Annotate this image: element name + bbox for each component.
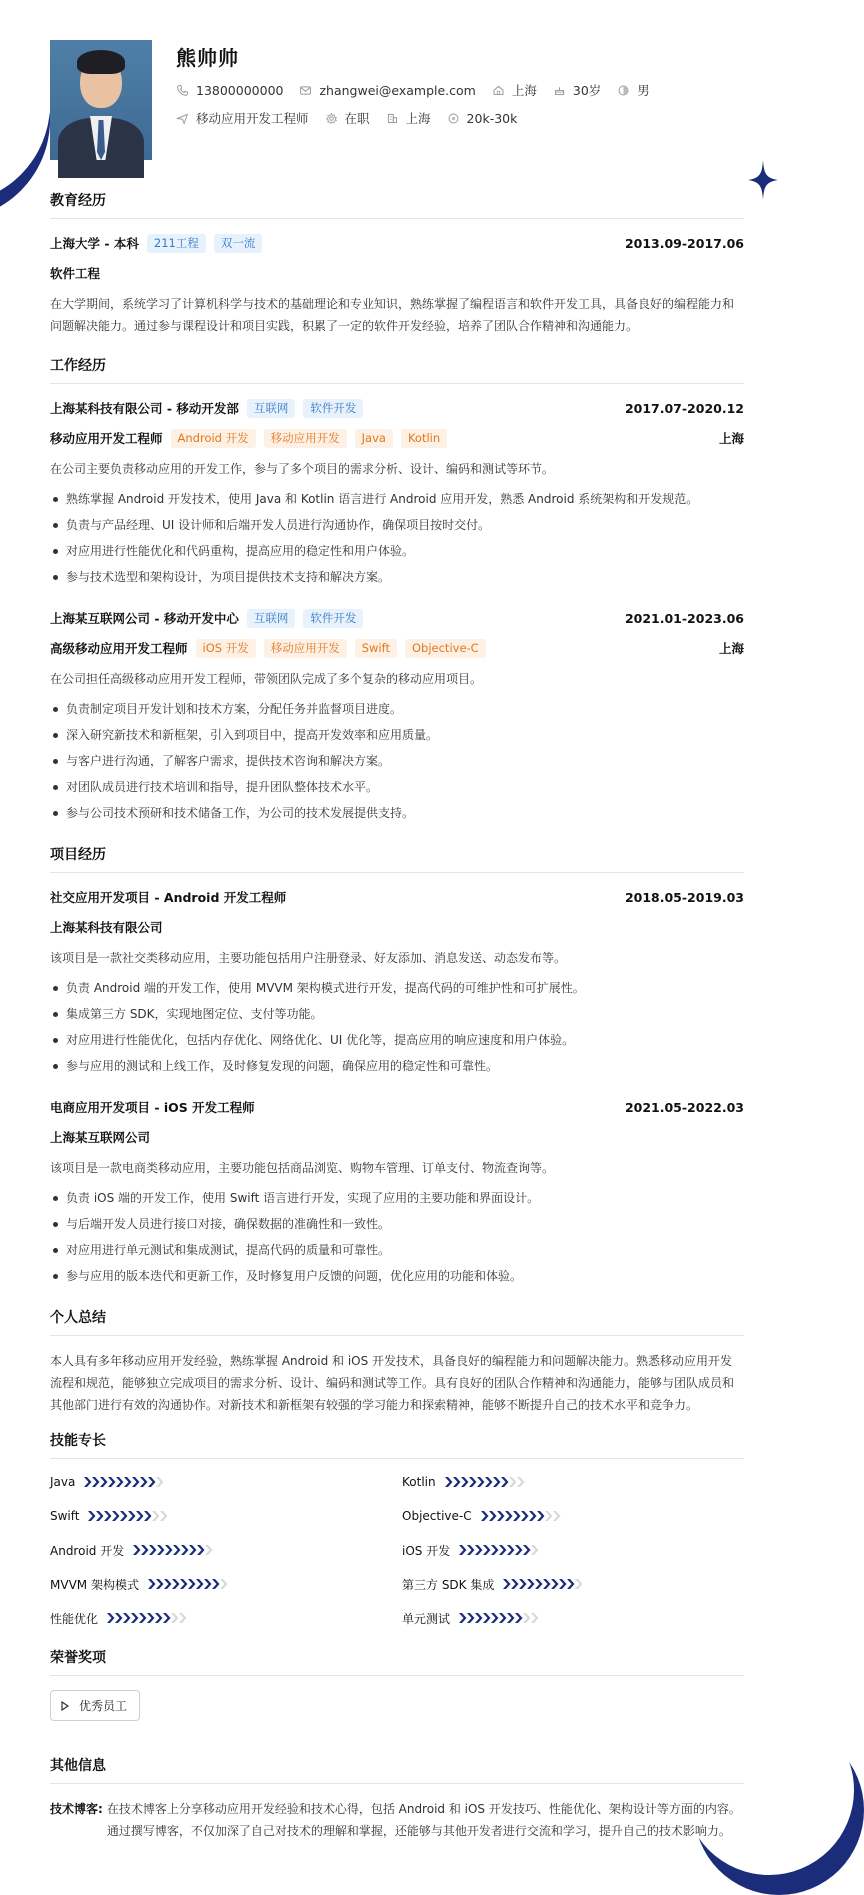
skill-name: Android 开发 xyxy=(50,1543,125,1558)
project-summary: 该项目是一款电商类移动应用，主要功能包括商品浏览、购物车管理、订单支付、物流查询等。 xyxy=(50,1161,555,1175)
personal-info xyxy=(176,40,666,160)
summary-section xyxy=(50,1307,744,1416)
home-icon xyxy=(492,84,505,97)
award-badge xyxy=(50,1690,140,1721)
building-icon xyxy=(386,112,399,125)
list-item: 参与公司技术预研和技术储备工作，为公司的技术发展提供支持。 xyxy=(50,800,744,826)
list-item: 负责与产品经理、UI 设计师和后端开发人员进行沟通协作，确保项目按时交付。 xyxy=(50,512,744,538)
list-item: 与后端开发人员进行接口对接，确保数据的准确性和一致性。 xyxy=(50,1211,744,1237)
chevron-empty-icon xyxy=(552,1511,561,1521)
project-item xyxy=(50,887,744,1079)
skill-tag: Swift xyxy=(355,639,397,658)
skill-item xyxy=(402,1575,744,1593)
section-title-work: 工作经历 xyxy=(50,355,744,384)
phone-item xyxy=(176,83,283,98)
other-info-text: 在技术博客上分享移动应用开发经验和技术心得，包括 Android 和 iOS 开发技巧、性能优化、架构设计等方面的内容。通过撰写博客，不仅加深了自己对技术的理解和掌握，还能够与其他开发者进行交流和学习，提升自己的技术影响力。 xyxy=(106,1802,741,1838)
section-title-projects: 项目经历 xyxy=(50,844,744,873)
school-tag: 211工程 xyxy=(147,234,206,253)
position-name: 高级移动应用开发工程师 xyxy=(50,641,188,656)
list-item: 对团队成员进行技术培训和指导，提升团队整体技术水平。 xyxy=(50,774,744,800)
skill-item xyxy=(402,1541,744,1559)
project-item xyxy=(50,1097,744,1289)
skill-name: Kotlin xyxy=(402,1475,436,1489)
education-row-left xyxy=(50,234,262,253)
skill-name: 单元测试 xyxy=(402,1611,451,1626)
chevron-empty-icon xyxy=(530,1545,539,1555)
skill-level-bar xyxy=(132,1545,212,1555)
age-item xyxy=(553,81,601,99)
gender-item xyxy=(617,81,650,99)
work-item xyxy=(50,608,744,826)
chevron-empty-icon xyxy=(159,1511,168,1521)
email-text: zhangwei@example.com xyxy=(319,82,476,98)
list-item: 负责 iOS 端的开发工作，使用 Swift 语言进行开发，实现了应用的主要功能和界面设计。 xyxy=(50,1185,744,1211)
other-info-row xyxy=(50,1798,744,1842)
work-bullet-list xyxy=(50,696,744,826)
contact-row xyxy=(176,79,666,101)
skill-item xyxy=(50,1541,402,1559)
school-tag: 双一流 xyxy=(214,234,263,253)
profile-photo xyxy=(50,40,152,160)
settings-icon xyxy=(325,112,338,125)
skill-level-bar xyxy=(480,1511,560,1521)
list-item: 与客户进行沟通，了解客户需求，提供技术咨询和解决方案。 xyxy=(50,748,744,774)
target-city-item xyxy=(386,109,431,127)
section-title-honors: 荣誉奖项 xyxy=(50,1647,744,1676)
status-item xyxy=(325,109,370,127)
company-tag: 互联网 xyxy=(247,399,296,418)
work-item xyxy=(50,398,744,590)
projects-section xyxy=(50,844,744,1289)
project-name-row xyxy=(50,1097,744,1117)
position-name: 移动应用开发工程师 xyxy=(50,431,163,446)
section-title-other: 其他信息 xyxy=(50,1755,744,1784)
list-item: 熟练掌握 Android 开发技术，使用 Java 和 Kotlin 语言进行 Android 应用开发，熟悉 Android 系统架构和开发规范。 xyxy=(50,486,744,512)
skill-item xyxy=(402,1507,744,1525)
skill-level-bar xyxy=(83,1477,163,1487)
location-item xyxy=(492,81,537,99)
email-item xyxy=(299,83,475,98)
skill-name: Swift xyxy=(50,1509,80,1523)
skill-item xyxy=(402,1609,744,1627)
section-title-skills: 技能专长 xyxy=(50,1430,744,1459)
age-text: 30岁 xyxy=(572,83,602,98)
list-item: 深入研究新技术和新框架，引入到项目中，提高开发效率和应用质量。 xyxy=(50,722,744,748)
project-summary: 该项目是一款社交类移动应用，主要功能包括用户注册登录、好友添加、消息发送、动态发布等。 xyxy=(50,951,567,965)
candidate-name: 熊帅帅 xyxy=(176,46,239,70)
skill-item xyxy=(50,1507,402,1525)
work-company-left xyxy=(50,399,363,418)
skill-level-bar xyxy=(147,1579,227,1589)
project-company: 上海某互联网公司 xyxy=(50,1130,151,1145)
section-title-education: 教育经历 xyxy=(50,190,744,219)
project-date: 2021.05-2022.03 xyxy=(624,1099,744,1115)
skill-name: Objective-C xyxy=(402,1509,472,1523)
skill-name: 性能优化 xyxy=(50,1611,99,1626)
coin-icon xyxy=(447,112,460,125)
work-company-row xyxy=(50,398,744,418)
gender-icon xyxy=(617,84,630,97)
gender-text: 男 xyxy=(637,83,650,98)
summary-text: 本人具有多年移动应用开发经验，熟练掌握 Android 和 iOS 开发技术，具备良好的编程能力和问题解决能力。熟悉移动应用开发流程和规范，能够独立完成项目的需求分析、设计、编码和测试等工作。具有良好的团队合作精神和沟通能力，能够与团队成员和其他部门进行有效的沟通协作。对新技术和新框架有较强的学习能力和探索精神，能够不断提升自己的技术水平和竞争力。 xyxy=(50,1354,735,1412)
work-position-left xyxy=(50,429,447,448)
education-date: 2013.09-2017.06 xyxy=(624,235,744,251)
skill-level-bar xyxy=(502,1579,582,1589)
work-summary: 在公司主要负责移动应用的开发工作，参与了多个项目的需求分析、设计、编码和测试等环节。 xyxy=(50,462,555,476)
salary-item xyxy=(447,111,518,126)
work-section xyxy=(50,355,744,826)
project-name: 电商应用开发项目 - iOS 开发工程师 xyxy=(50,1100,255,1115)
phone-icon xyxy=(176,84,189,97)
list-item: 参与应用的测试和上线工作，及时修复发现的问题，确保应用的稳定性和可靠性。 xyxy=(50,1053,744,1079)
skill-item xyxy=(402,1473,744,1491)
skill-item xyxy=(50,1473,402,1491)
project-bullet-list xyxy=(50,1185,744,1289)
project-company-row xyxy=(50,1127,744,1147)
chevron-empty-icon xyxy=(155,1477,164,1487)
job-target-text: 移动应用开发工程师 xyxy=(196,111,309,126)
job-intent-row xyxy=(176,107,666,129)
work-bullet-list xyxy=(50,486,744,590)
skill-name: MVVM 架构模式 xyxy=(50,1577,139,1592)
education-description: 在大学期间，系统学习了计算机科学与技术的基础理论和专业知识，熟练掌握了编程语言和软件开发工具，具备良好的编程能力和问题解决能力。通过参与课程设计和项目实践，积累了一定的软件开发经验，培养了团队合作精神和沟通能力。 xyxy=(50,297,735,333)
project-date: 2018.05-2019.03 xyxy=(624,889,744,905)
skill-name: iOS 开发 xyxy=(402,1543,451,1558)
work-date: 2017.07-2020.12 xyxy=(624,400,744,416)
major-row xyxy=(50,263,744,283)
work-summary: 在公司担任高级移动应用开发工程师，带领团队完成了多个复杂的移动应用项目。 xyxy=(50,672,483,686)
project-name: 社交应用开发项目 - Android 开发工程师 xyxy=(50,890,287,905)
company-tag: 软件开发 xyxy=(303,399,363,418)
skill-tag: Objective-C xyxy=(405,639,486,658)
award-label: 优秀员工 xyxy=(79,1699,128,1713)
skill-tag: Kotlin xyxy=(401,429,447,448)
work-position-left xyxy=(50,639,486,658)
project-bullet-list xyxy=(50,975,744,1079)
skill-item xyxy=(50,1609,402,1627)
salary-text: 20k-30k xyxy=(466,110,518,126)
skills-grid xyxy=(50,1473,744,1627)
chevron-empty-icon xyxy=(219,1579,228,1589)
list-item: 集成第三方 SDK，实现地图定位、支付等功能。 xyxy=(50,1001,744,1027)
skills-section xyxy=(50,1430,744,1627)
education-row xyxy=(50,233,744,253)
chevron-empty-icon xyxy=(516,1477,525,1487)
company-tag: 互联网 xyxy=(247,609,296,628)
education-section xyxy=(50,190,744,337)
school-name: 上海大学 - 本科 xyxy=(50,236,139,251)
list-item: 负责制定项目开发计划和技术方案，分配任务并监督项目进度。 xyxy=(50,696,744,722)
list-item: 参与技术选型和架构设计，为项目提供技术支持和解决方案。 xyxy=(50,564,744,590)
list-item: 对应用进行性能优化，包括内存优化、网络优化、UI 优化等，提高应用的响应速度和用户体验。 xyxy=(50,1027,744,1053)
skill-item xyxy=(50,1575,402,1593)
company-name: 上海某科技有限公司 - 移动开发部 xyxy=(50,401,239,416)
work-position-row xyxy=(50,428,744,448)
job-target-item xyxy=(176,109,309,127)
chevron-empty-icon xyxy=(204,1545,213,1555)
resume-header xyxy=(50,40,744,160)
skill-level-bar xyxy=(87,1511,167,1521)
skill-tag: Java xyxy=(355,429,393,448)
list-item: 参与应用的版本迭代和更新工作，及时修复用户反馈的问题，优化应用的功能和体验。 xyxy=(50,1263,744,1289)
skill-tag: iOS 开发 xyxy=(196,639,256,658)
mail-icon xyxy=(299,84,312,97)
project-company-row xyxy=(50,917,744,937)
major-name: 软件工程 xyxy=(50,266,101,281)
work-company-left xyxy=(50,609,363,628)
skill-tag: 移动应用开发 xyxy=(264,429,347,448)
target-city-text: 上海 xyxy=(405,111,431,126)
list-item: 对应用进行单元测试和集成测试，提高代码的质量和可靠性。 xyxy=(50,1237,744,1263)
cake-icon xyxy=(553,84,566,97)
skill-name: 第三方 SDK 集成 xyxy=(402,1577,495,1592)
project-name-row xyxy=(50,887,744,907)
status-text: 在职 xyxy=(344,111,370,126)
skill-level-bar xyxy=(444,1477,524,1487)
skill-level-bar xyxy=(458,1613,538,1623)
work-date: 2021.01-2023.06 xyxy=(624,610,744,626)
skill-tag: 移动应用开发 xyxy=(264,639,347,658)
section-title-summary: 个人总结 xyxy=(50,1307,744,1336)
chevron-empty-icon xyxy=(530,1613,539,1623)
other-info-label: 技术博客: xyxy=(50,1802,103,1816)
sparkle-star-icon xyxy=(748,160,778,200)
play-triangle-icon xyxy=(61,1701,69,1711)
work-location: 上海 xyxy=(718,641,744,656)
skill-level-bar xyxy=(106,1613,186,1623)
project-company: 上海某科技有限公司 xyxy=(50,920,163,935)
list-item: 负责 Android 端的开发工作，使用 MVVM 架构模式进行开发，提高代码的可维护性和可扩展性。 xyxy=(50,975,744,1001)
skill-name: Java xyxy=(50,1475,76,1489)
phone-text: 13800000000 xyxy=(196,82,284,98)
send-icon xyxy=(176,112,189,125)
company-tag: 软件开发 xyxy=(303,609,363,628)
company-name: 上海某互联网公司 - 移动开发中心 xyxy=(50,611,239,626)
honors-section xyxy=(50,1647,744,1741)
resume-page xyxy=(50,40,744,1856)
skill-tag: Android 开发 xyxy=(171,429,256,448)
chevron-empty-icon xyxy=(574,1579,583,1589)
skill-level-bar xyxy=(458,1545,538,1555)
work-company-row xyxy=(50,608,744,628)
work-location: 上海 xyxy=(718,431,744,446)
location-text: 上海 xyxy=(511,83,537,98)
list-item: 对应用进行性能优化和代码重构，提高应用的稳定性和用户体验。 xyxy=(50,538,744,564)
chevron-empty-icon xyxy=(178,1613,187,1623)
other-section xyxy=(50,1755,744,1842)
work-position-row xyxy=(50,638,744,658)
